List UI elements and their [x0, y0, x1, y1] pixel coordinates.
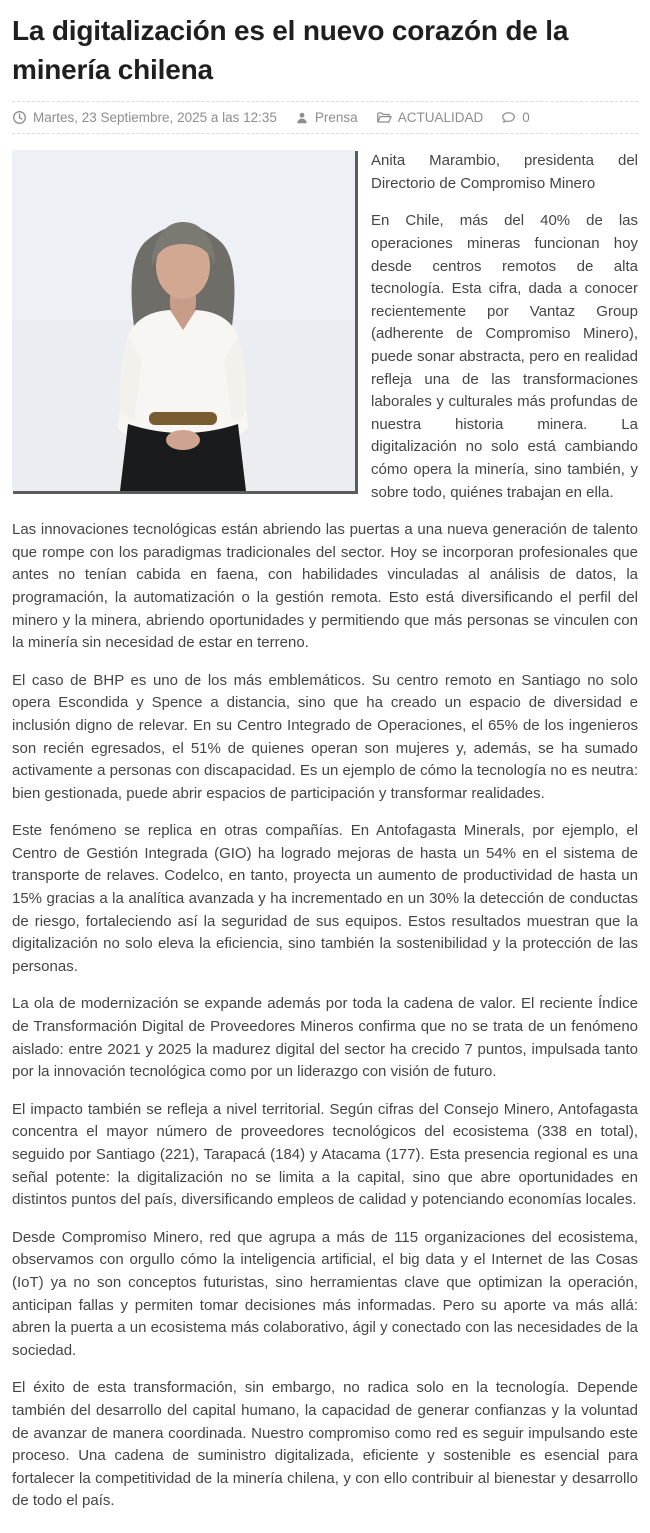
meta-author-link[interactable] [295, 110, 358, 125]
article-title: La digitalización es el nuevo corazón de la minería chilena [12, 15, 569, 85]
portrait-illustration [12, 150, 355, 491]
article-paragraph: La ola de modernización se expande además por toda la cadena de valor. El reciente Índice de Transformación Digital de Proveedores Mineros confirma que no se trata de un fenómeno aislado: entre 2021 y 2025 la madurez digital del sector ha crecido 7 puntos, impulsada tanto por la innovación tecnológica como por un liderazgo con visión de futuro. [12, 995, 638, 1081]
comment-icon [501, 110, 516, 125]
user-icon [295, 111, 309, 125]
article-paragraph: El impacto también se refleja a nivel territorial. Según cifras del Consejo Minero, Antofagasta concentra el mayor número de proveedores tecnológicos del ecosistema (338 en total), seguido por Santiago (221), Tarapacá (184) y Atacama (177). Esta presencia regional es una señal potente: la digitalización no se limita a la capital, sino que abre oportunidades en distintos puntos del país, diversificando empleos de calidad y potenciando economías locales. [12, 1100, 638, 1209]
meta-category-link[interactable] [376, 110, 484, 125]
article-paragraph: Este fenómeno se replica en otras compañías. En Antofagasta Minerals, por ejemplo, el Centro de Gestión Integrada (GIO) ha logrado mejoras de hasta un 54% en el sistema de transporte de relaves. Codelco, en tanto, proyecta un aumento de productividad de hasta un 15% gracias a la analítica avanzada y ha incrementado en un 30% la detección de conductas de riesgo, fortaleciendo así la seguridad de sus equipos. Estos resultados muestran que la digitalización no solo eleva la eficiencia, sino también la sostenibilidad y la protección de las personas. [12, 822, 638, 975]
meta-author-label: Prensa [314, 110, 358, 126]
meta-date-label: Martes, 23 Septiembre, 2025 a las 12:35 [33, 110, 277, 126]
meta-comments-count: 0 [522, 110, 530, 126]
clock-icon [12, 110, 27, 125]
article-body [12, 150, 638, 1513]
folder-icon [376, 110, 392, 125]
article-image [12, 150, 355, 491]
article-meta-bar [12, 101, 638, 134]
meta-comments-link[interactable] [501, 110, 530, 125]
article-paragraph: Las innovaciones tecnológicas están abriendo las puertas a una nueva generación de talento que rompe con los paradigmas tradicionales del sector. Hoy se incorporan profesionales que antes no tenían cabida en faena, con habilidades vinculadas al análisis de datos, la programación, la automatización o la gestión remota. Esto está diversificando el perfil del minero y la minera, abriendo oportunidades y permitiendo que más personas se vinculen con la minería sin necesidad de estar en terreno. [12, 521, 638, 652]
article-paragraph: El caso de BHP es uno de los más emblemáticos. Su centro remoto en Santiago no solo opera Escondida y Spence a distancia, sino que ha creado un espacio de diversidad e inclusión digno de relevar. En su Centro Integrado de Operaciones, el 65% de los ingenieros son recién egresados, el 51% de quienes operan son mujeres y, además, se ha sumado activamente a personas con discapacidad. Es un ejemplo de cómo la tecnología no es neutra: bien gestionada, puede abrir espacios de participación y transformar realidades. [12, 671, 638, 802]
article-paragraph: Desde Compromiso Minero, red que agrupa a más de 115 organizaciones del ecosistema, observamos con orgullo cómo la inteligencia artificial, el big data y el Internet de las Cosas (IoT) ya no son conceptos futuristas, sino herramientas clave que optimizan la operación, anticipan fallas y permiten tomar decisiones más informadas. Pero su aporte va más allá: abren la puerta a un ecosistema más colaborativo, ágil y conectado con las necesidades de la sociedad. [12, 1228, 638, 1359]
article-paragraph: En Chile, más del 40% de las operaciones mineras funcionan hoy desde centros remotos de alta tecnología. Esta cifra, dada a conocer recientemente por Vantaz Group (adherente de Compromiso Minero), puede sonar abstracta, pero en realidad refleja una de las transformaciones laborales y culturales más profundas de nuestra historia minera. La digitalización no solo está cambiando cómo opera la minería, sino también, y sobre todo, quiénes trabajan en ella. [371, 212, 638, 501]
article-paragraph-caption: Anita Marambio, presidenta del Directorio de Compromiso Minero [371, 152, 638, 192]
meta-category-label: ACTUALIDAD [397, 110, 484, 126]
article-paragraph: El éxito de esta transformación, sin embargo, no radica solo en la tecnología. Depende también del desarrollo del capital humano, la capacidad de generar confianzas y la voluntad de avanzar de manera coordinada. Nuestro compromiso como red es seguir impulsando este proceso. Una cadena de suministro digitalizada, eficiente y sostenible es esencial para fortalecer la competitividad de la minería chilena, y con ello contribuir al bienestar y desarrollo de todo el país. [12, 1379, 638, 1510]
meta-date [12, 110, 277, 125]
